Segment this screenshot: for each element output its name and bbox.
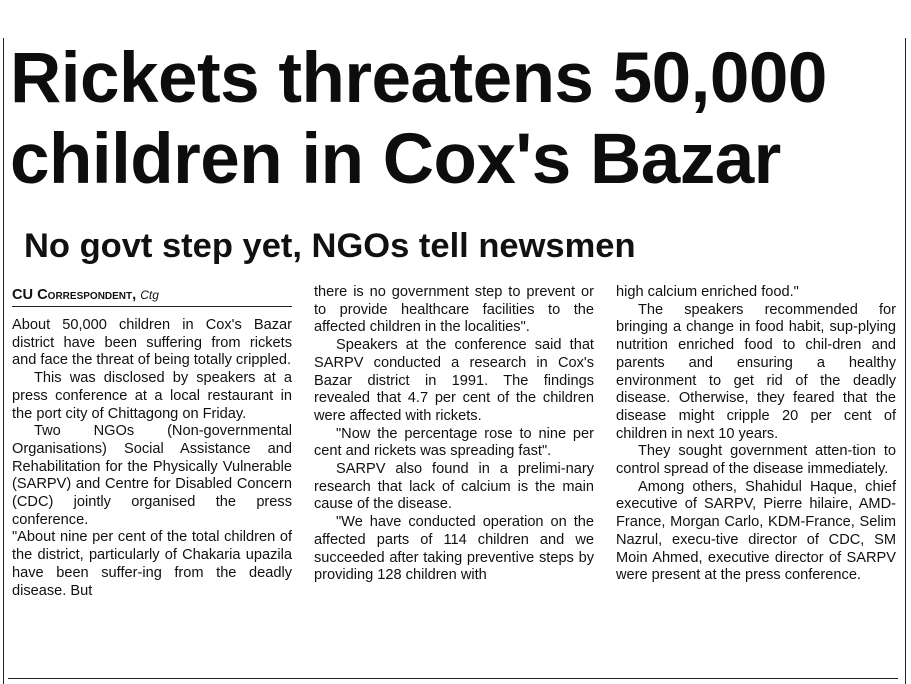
headline-line-1: Rickets threatens 50,000 <box>10 39 827 118</box>
paragraph: "We have conducted operation on the affected parts of 114 children and we succeeded after taking preventive steps by providing 128 children with <box>314 514 594 584</box>
paragraph: This was disclosed by speakers at a press conference at a local restaurant in the port city of Chittagong on Friday. <box>12 370 292 422</box>
article-column-3 <box>616 284 896 585</box>
paragraph: About 50,000 children in Cox's Bazar district have been suffering from rickets and face the threat of being totally crippled. <box>12 317 292 369</box>
left-column-rule <box>3 38 4 684</box>
headline <box>10 38 902 200</box>
paragraph: The speakers recommended for bringing a change in food habit, sup-plying nutrition enriched food to chil-dren and parents and ensuring a healthy environment to get rid of the deadly disease. Otherwise, they feared that the disease might cripple 20 per cent of children in next 10 years. <box>616 301 896 442</box>
subheadline: No govt step yet, NGOs tell newsmen <box>24 227 636 265</box>
paragraph: "Now the percentage rose to nine per cent and rickets was spreading fast". <box>314 425 594 460</box>
paragraph: They sought government atten-tion to control spread of the disease immediately. <box>616 443 896 478</box>
paragraph: "About nine per cent of the total children of the district, particularly of Chakaria upazila have been suffer-ing from the deadly disease. But <box>12 529 292 599</box>
paragraph: Speakers at the conference said that SARPV conducted a research in Cox's Bazar district in 1991. The findings revealed that 4.7 per cent of the children were affected with rickets. <box>314 337 594 424</box>
article-column-1 <box>12 284 292 600</box>
byline-title: Correspondent, <box>37 287 137 303</box>
paragraph: there is no government step to prevent or to provide healthcare facilities to the affected children in the localities". <box>314 284 594 336</box>
byline-initials: CU <box>12 287 38 303</box>
paragraph: SARPV also found in a prelimi-nary research that lack of calcium is the main cause of the disease. <box>314 461 594 513</box>
byline-place: Ctg <box>140 288 159 302</box>
paragraph: Among others, Shahidul Haque, chief executive of SARPV, Pierre hilaire, AMD-France, Morgan Carlo, KDM-France, Selim Nazrul, execu-tive director of CDC, SM Moin Ahmed, executive director of SARPV were present at the press conference. <box>616 478 896 584</box>
article-column-2 <box>314 284 594 585</box>
bottom-rule <box>8 678 898 679</box>
headline-line-2: children in Cox's Bazar <box>10 120 781 199</box>
paragraph: high calcium enriched food." <box>616 284 799 300</box>
paragraph: Two NGOs (Non-governmental Organisations) Social Assistance and Rehabilitation for the Physically Vulnerable (SARPV) and Centre for Disabled Concern (CDC) jointly organised the press conference. <box>12 423 292 528</box>
byline <box>12 284 292 307</box>
right-column-rule <box>905 38 906 684</box>
